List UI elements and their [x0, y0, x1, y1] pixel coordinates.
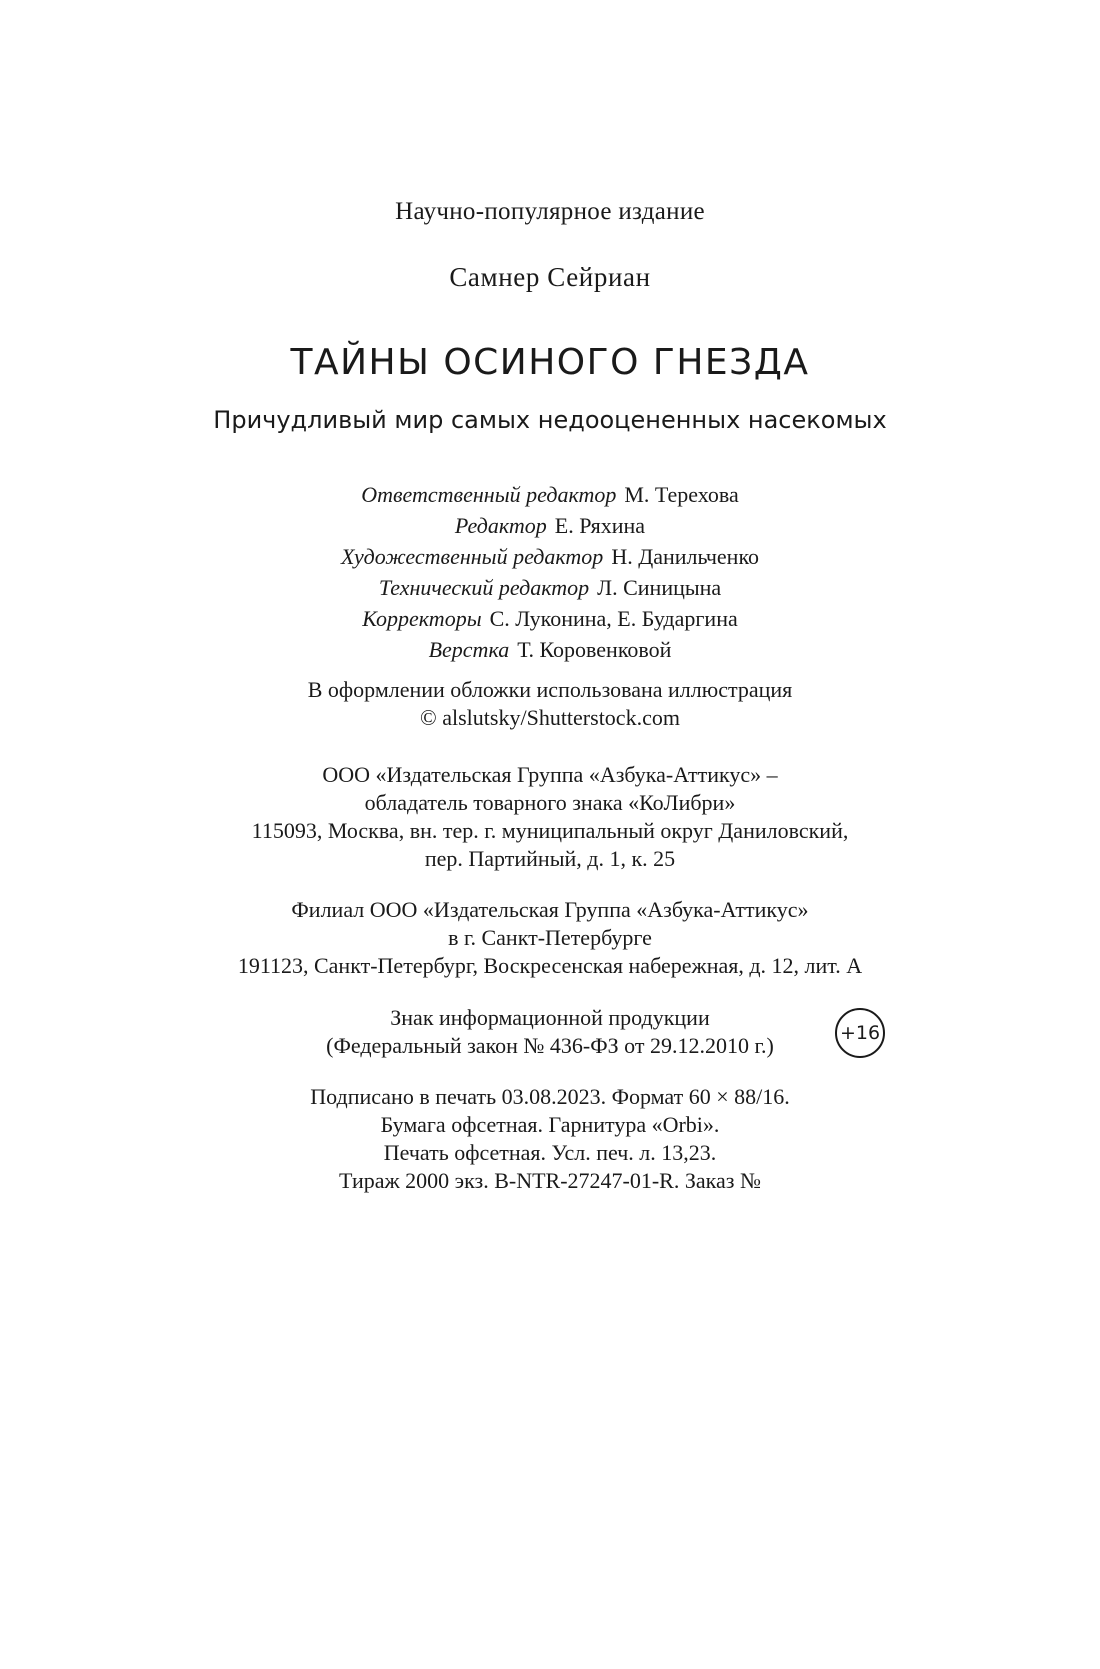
credit-name: Л. Синицына [597, 575, 722, 600]
credit-role: Художественный редактор [340, 544, 604, 569]
credit-name: Н. Данильченко [611, 544, 760, 569]
credit-role: Ответственный редактор [361, 482, 617, 507]
print-info-line: Печать офсетная. Усл. печ. л. 13,23. [383, 1140, 717, 1165]
credit-line [0, 606, 1100, 632]
credit-line [0, 575, 1100, 601]
credit-line [0, 544, 1100, 570]
branch-line: в г. Санкт-Петербурге [448, 925, 652, 950]
branch-line: Филиал ООО «Издательская Группа «Азбука-Аттикус» [291, 897, 809, 922]
print-info-line: Тираж 2000 экз. B-NTR-27247-01-R. Заказ № [339, 1168, 761, 1193]
publisher-line: обладатель товарного знака «КоЛибри» [364, 790, 736, 815]
author-name: Самнер Сейриан [449, 262, 651, 292]
edition-type: Научно-популярное издание [395, 198, 705, 225]
publisher-line: пер. Партийный, д. 1, к. 25 [424, 846, 676, 871]
info-sign-line: (Федеральный закон № 436-ФЗ от 29.12.2010 г.) [326, 1033, 774, 1058]
credit-line [0, 513, 1100, 539]
credit-role: Корректоры [362, 606, 482, 631]
cover-note-line: © alslutsky/Shutterstock.com [420, 705, 680, 730]
credit-name: Т. Коровенковой [517, 637, 672, 662]
credit-name: Е. Ряхина [554, 513, 646, 538]
credit-role: Технический редактор [378, 575, 590, 600]
publisher-line: 115093, Москва, вн. тер. г. муниципальный округ Даниловский, [251, 818, 849, 843]
credit-name: М. Терехова [624, 482, 739, 507]
book-subtitle: Причудливый мир самых недооцененных насекомых [213, 406, 887, 434]
publisher-line: ООО «Издательская Группа «Азбука-Аттикус» – [322, 762, 778, 787]
branch-line: 191123, Санкт-Петербург, Воскресенская набережная, д. 12, лит. А [237, 953, 863, 978]
cover-note-line: В оформлении обложки использована иллюстрация [307, 677, 793, 702]
credit-line [0, 482, 1100, 508]
print-info-line: Бумага офсетная. Гарнитура «Orbi». [380, 1112, 720, 1137]
book-title: ТАЙНЫ ОСИНОГО ГНЕЗДА [290, 342, 810, 383]
print-info-line: Подписано в печать 03.08.2023. Формат 60 × 88/16. [310, 1084, 790, 1109]
credit-role: Верстка [428, 637, 510, 662]
age-rating-badge: +16 [835, 1008, 885, 1058]
credit-name: С. Луконина, Е. Бударгина [489, 606, 738, 631]
info-sign-line: Знак информационной продукции [390, 1005, 710, 1030]
credit-line [0, 637, 1100, 663]
credit-role: Редактор [454, 513, 547, 538]
